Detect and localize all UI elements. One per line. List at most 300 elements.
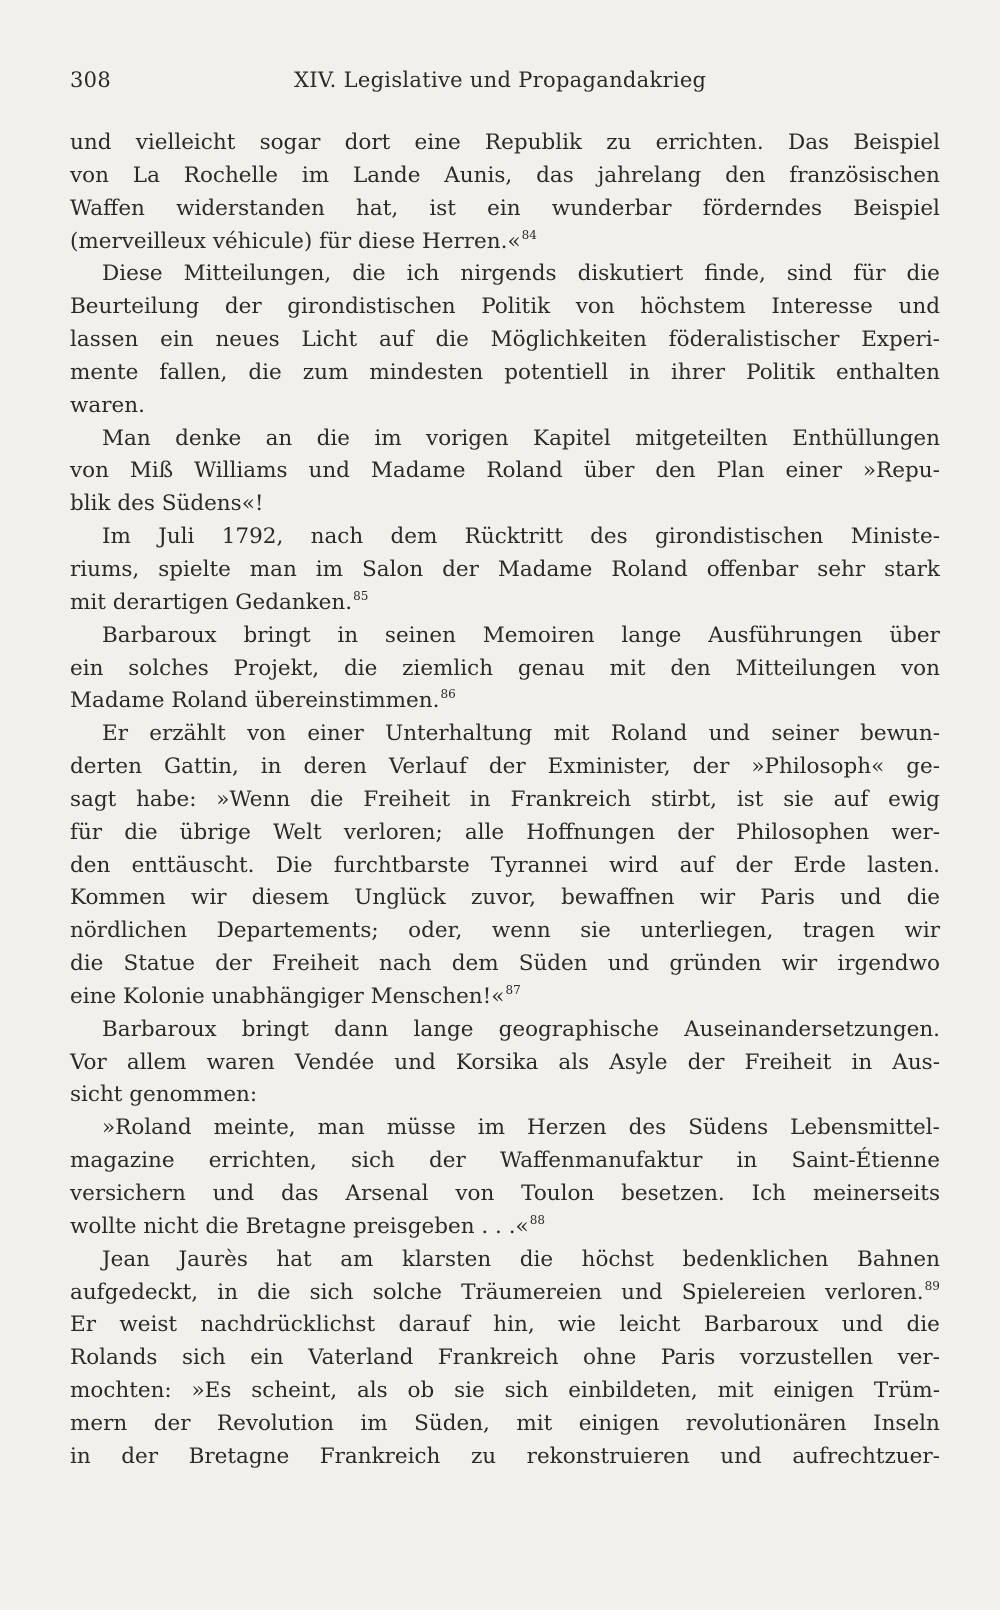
word: aufgedeckt,: [70, 1279, 199, 1305]
word: Korsika: [455, 1049, 539, 1075]
word: Asyle: [609, 1049, 668, 1075]
word: sie: [580, 918, 611, 944]
word: Freiheit: [363, 786, 451, 812]
word: wird: [609, 852, 659, 878]
word: Paris: [760, 885, 815, 911]
word: das: [280, 1181, 319, 1206]
word: spielte: [158, 556, 231, 582]
word: wollte: [70, 1213, 144, 1239]
word: neues: [215, 327, 280, 353]
word: an: [265, 425, 293, 451]
word: Arsenal: [345, 1181, 429, 1206]
word: waren: [206, 1049, 275, 1075]
word: mochten:: [70, 1378, 172, 1404]
word: Das: [787, 130, 830, 155]
word: die: [519, 1246, 554, 1272]
word: unterliegen,: [640, 918, 774, 944]
word: die: [435, 327, 469, 353]
word: die: [906, 1312, 940, 1338]
word: im: [360, 1410, 388, 1436]
word: Frankreich: [319, 1443, 441, 1469]
text-line: [70, 127, 940, 160]
word: sicht: [70, 1082, 130, 1108]
word: Plan: [716, 458, 765, 484]
word: den: [670, 655, 711, 681]
word: von: [247, 721, 287, 747]
footnote-ref: 85: [353, 588, 369, 603]
word: habe:: [136, 786, 197, 812]
word: »Roland: [102, 1115, 192, 1141]
word: Republik: [484, 130, 582, 155]
word: hat,: [356, 195, 399, 221]
running-title: XIV. Legislative und Propagandakrieg: [294, 68, 707, 92]
word: enthalten: [835, 359, 940, 385]
word: zuvor,: [470, 885, 536, 911]
word: eine: [414, 130, 461, 155]
word: wir: [904, 918, 940, 944]
word: besetzen.: [621, 1181, 725, 1206]
word: Ministe-: [850, 524, 940, 550]
word: Erde: [793, 852, 846, 878]
word: einigen: [773, 1378, 854, 1404]
word: alle: [464, 819, 505, 845]
word: mit: [70, 589, 113, 615]
word: mitgeteilten: [635, 425, 768, 451]
word: nachdrücklichst: [200, 1312, 376, 1338]
word: von: [455, 1181, 495, 1206]
word: Departements;: [216, 918, 379, 944]
word: bewun-: [860, 721, 940, 747]
word: wie: [558, 1312, 597, 1338]
word: für: [70, 819, 103, 845]
word: Mitteilungen,: [183, 261, 332, 287]
word: der: [215, 951, 252, 977]
word: Rochelle: [183, 162, 278, 188]
footnote-ref: 88: [529, 1212, 545, 1227]
word: Politik: [481, 294, 551, 320]
word: potentiell: [504, 359, 609, 385]
word: am: [340, 1246, 374, 1272]
word: Beispiel: [853, 130, 940, 155]
word: Verlauf: [388, 754, 467, 780]
word: Revolution: [216, 1410, 334, 1436]
text-line: [70, 1277, 940, 1310]
word: man: [317, 1115, 365, 1141]
word: Bretagne: [188, 1443, 290, 1469]
word: wir: [190, 885, 227, 911]
text-line: [70, 455, 940, 488]
word: rekonstruieren: [526, 1443, 690, 1469]
word: darauf: [398, 1312, 470, 1338]
text-line: [70, 718, 940, 751]
word: Er: [70, 1312, 96, 1338]
word: irgendwo: [837, 951, 940, 977]
word: Kommen: [70, 885, 166, 911]
word: finde,: [704, 261, 766, 287]
footnote-ref: 84: [521, 227, 537, 242]
word: denke: [175, 425, 242, 451]
word: Memoiren: [482, 622, 595, 648]
word: bewaffnen: [561, 885, 675, 911]
text-line: [70, 258, 940, 291]
text-line: [70, 1178, 940, 1211]
text-line: [70, 817, 940, 850]
text-line: [70, 981, 940, 1014]
word: und: [621, 1279, 663, 1305]
word: girondistischen: [287, 294, 456, 320]
word: ewig: [888, 786, 940, 812]
text-line: [70, 1112, 940, 1145]
word: Trüm-: [873, 1378, 940, 1404]
word: mente: [70, 359, 139, 385]
word: eine: [70, 983, 124, 1009]
word: Vaterland: [308, 1345, 414, 1371]
word: Frankreich: [437, 1345, 559, 1371]
word: des: [590, 524, 628, 550]
word: Träumereien: [461, 1279, 602, 1305]
word: Auseinandersetzungen.: [684, 1016, 940, 1042]
word: verloren.$^{89}$: [824, 1278, 940, 1305]
word: Unglück: [354, 885, 446, 911]
word: allem: [126, 1049, 187, 1075]
word: einer: [785, 458, 842, 484]
word: versichern: [70, 1181, 186, 1206]
text-line: [70, 1408, 940, 1441]
word: der: [429, 1148, 466, 1174]
word: .: [481, 1213, 496, 1239]
word: seinen: [384, 622, 456, 648]
word: errichten,: [208, 1148, 317, 1174]
word: ob: [407, 1378, 435, 1404]
word: Madame: [370, 458, 466, 484]
running-head: [70, 68, 940, 102]
word: das: [536, 162, 574, 188]
word: scheint,: [251, 1378, 338, 1404]
word: höchst: [581, 1246, 654, 1272]
word: in: [736, 1148, 758, 1174]
word: Inseln: [873, 1410, 940, 1436]
word: Süden,: [414, 1410, 490, 1436]
word: lasten.: [867, 852, 940, 878]
word: Welt: [273, 819, 322, 845]
word: in: [217, 1279, 238, 1305]
word: Enthüllungen: [792, 425, 940, 451]
text-line: [70, 1079, 940, 1112]
word: Interesse: [771, 294, 873, 320]
word: ein: [160, 327, 194, 353]
word: man: [249, 556, 297, 582]
word: sie: [783, 786, 814, 812]
word: nach: [379, 951, 432, 977]
word: die: [310, 786, 344, 812]
word: riums,: [70, 556, 140, 582]
word: (merveilleux: [70, 228, 213, 254]
word: von: [901, 655, 940, 681]
word: den: [725, 162, 766, 188]
word: Diese: [102, 261, 163, 287]
word: lassen: [70, 327, 139, 353]
word: Beispiel: [853, 195, 940, 221]
word: unabhängiger: [211, 983, 371, 1009]
word: der: [488, 754, 526, 780]
word: lange: [621, 622, 682, 648]
word: Tyrannei: [490, 852, 588, 878]
word: Experi-: [861, 327, 940, 353]
text-line: [70, 193, 940, 226]
word: wer-: [891, 819, 940, 845]
word: ich: [406, 261, 440, 287]
word: und: [841, 1312, 884, 1338]
word: Bahnen: [857, 1246, 940, 1272]
word: des: [628, 1115, 667, 1141]
word: Salon: [361, 556, 424, 582]
word: und: [720, 1443, 762, 1469]
word: in: [337, 622, 359, 648]
word: 1792,: [221, 524, 284, 550]
word: des: [117, 491, 162, 517]
word: verloren;: [343, 819, 443, 845]
word: ver-: [897, 1345, 940, 1371]
word: enttäuscht.: [131, 852, 255, 878]
body-text: [70, 127, 940, 1474]
text-line: [70, 1244, 940, 1277]
word: genommen:: [129, 1082, 258, 1108]
text-line: [70, 488, 940, 521]
text-line: [70, 850, 940, 883]
word: hin,: [493, 1312, 535, 1338]
text-line: [70, 1211, 940, 1244]
word: derten: [70, 754, 142, 780]
word: Rücktritt: [464, 524, 563, 550]
word: Rolands: [70, 1345, 158, 1371]
text-line: [70, 882, 940, 915]
word: im: [477, 1115, 505, 1141]
word: Gattin,: [163, 754, 239, 780]
word: aufrechtzuer-: [792, 1443, 940, 1469]
word: Licht: [301, 327, 358, 353]
word: La: [132, 162, 160, 188]
word: nirgends: [460, 261, 557, 287]
word: deren: [303, 754, 367, 780]
word: girondistischen: [655, 524, 824, 550]
word: der: [735, 852, 773, 878]
word: Gedanken.$^{85}$: [235, 588, 369, 615]
word: sich: [309, 1279, 354, 1305]
word: leicht: [619, 1312, 681, 1338]
word: von: [575, 294, 615, 320]
word: Jean: [102, 1246, 151, 1272]
word: ihrer: [671, 359, 726, 385]
text-line: [70, 1342, 940, 1375]
word: Projekt,: [233, 655, 320, 681]
word: der: [692, 754, 730, 780]
word: Saint-Étienne: [791, 1148, 940, 1174]
word: die: [316, 425, 350, 451]
word: sich: [351, 1148, 395, 1174]
word: errichten.: [655, 130, 764, 155]
word: Südens«!: [161, 491, 264, 517]
word: als: [558, 1049, 590, 1075]
word: Politik: [746, 359, 815, 385]
word: bringt: [243, 622, 311, 648]
word: ist: [429, 195, 456, 221]
text-line: [70, 915, 940, 948]
word: Menschen!«$^{87}$: [370, 982, 521, 1009]
word: in: [629, 359, 650, 385]
word: Mitteilungen: [735, 655, 877, 681]
word: die: [70, 951, 104, 977]
word: und: [308, 458, 350, 484]
word: die: [343, 655, 378, 681]
word: hat: [276, 1246, 312, 1272]
word: im: [374, 425, 402, 451]
word: Roland: [611, 556, 688, 582]
word: Möglichkeiten: [490, 327, 647, 353]
page-number: 308: [70, 68, 111, 92]
word: meinerseits: [812, 1181, 940, 1206]
word: Barbaroux: [703, 1312, 819, 1338]
word: sogar: [259, 130, 321, 155]
word: Unterhaltung: [385, 721, 533, 747]
word: geographische: [498, 1016, 660, 1042]
text-line: [70, 685, 940, 718]
word: Lande: [352, 162, 421, 188]
text-line: [70, 751, 940, 784]
word: dem: [390, 524, 438, 550]
word: gründen: [669, 951, 762, 977]
footnote-ref: 87: [505, 982, 521, 997]
word: offenbar: [706, 556, 799, 582]
word: die: [352, 261, 386, 287]
word: der: [442, 556, 479, 582]
word: mern: [70, 1410, 128, 1436]
word: Madame: [70, 688, 172, 714]
word: Williams: [194, 458, 288, 484]
word: nach: [310, 524, 364, 550]
word: dort: [344, 130, 391, 155]
word: erzählt: [149, 721, 226, 747]
word: vorigen: [426, 425, 509, 451]
word: genau: [517, 655, 585, 681]
word: sie: [454, 1378, 485, 1404]
word: die: [124, 819, 158, 845]
text-line: [70, 324, 940, 357]
word: solches: [128, 655, 209, 681]
word: für: [319, 228, 359, 254]
word: meinte,: [213, 1115, 296, 1141]
word: und: [898, 294, 940, 320]
word: einigen: [578, 1410, 660, 1436]
word: waren.: [70, 392, 145, 418]
text-line: [70, 1375, 940, 1408]
word: der: [153, 1410, 191, 1436]
word: auf: [679, 852, 715, 878]
text-line: [70, 653, 940, 686]
word: solche: [372, 1279, 443, 1305]
word: und: [607, 951, 650, 977]
word: stark: [884, 556, 940, 582]
word: auf: [833, 786, 869, 812]
word: weist: [119, 1312, 177, 1338]
word: Ausführungen: [708, 622, 863, 648]
word: Exminister,: [547, 754, 671, 780]
word: und: [70, 130, 112, 155]
word: die: [205, 1213, 246, 1239]
word: als: [356, 1378, 388, 1404]
word: diskutiert: [577, 261, 684, 287]
word: »Repu-: [862, 458, 940, 484]
word: in: [851, 1049, 873, 1075]
word: Waffenmanufaktur: [499, 1148, 703, 1174]
text-line: [70, 784, 940, 817]
word: in: [260, 754, 282, 780]
word: Vor: [70, 1049, 107, 1075]
word: Miß: [129, 458, 174, 484]
footnote-ref: 86: [440, 687, 456, 702]
word: nördlichen: [70, 918, 188, 944]
word: im: [301, 162, 330, 188]
word: ein: [70, 655, 104, 681]
text-line: [70, 948, 940, 981]
word: im: [315, 556, 344, 582]
word: der: [224, 294, 262, 320]
word: Jaurès: [178, 1246, 248, 1272]
word: derartigen: [112, 589, 236, 615]
word: Barbaroux: [102, 622, 217, 648]
word: sich: [181, 1345, 226, 1371]
word: Südens: [688, 1115, 769, 1141]
word: dann: [334, 1016, 389, 1042]
text-line: [70, 390, 940, 423]
word: widerstanden: [176, 195, 325, 221]
word: véhicule): [212, 228, 320, 254]
word: Juli: [158, 524, 195, 550]
word: klarsten: [401, 1246, 492, 1272]
word: Barbaroux: [102, 1016, 217, 1042]
text-line: [70, 160, 940, 193]
word: ge-: [906, 754, 940, 780]
word: vorzustellen: [739, 1345, 874, 1371]
word: mit: [516, 1410, 553, 1436]
word: über: [583, 458, 635, 484]
word: wir: [699, 885, 736, 911]
word: übereinstimmen.$^{86}$: [254, 687, 456, 714]
word: Toulon: [521, 1181, 595, 1206]
word: revolutionären: [685, 1410, 847, 1436]
footnote-ref: 89: [924, 1278, 940, 1293]
word: mit: [553, 721, 590, 747]
word: ist: [736, 786, 764, 812]
word: mit: [717, 1378, 754, 1404]
word: Freiheit: [744, 1049, 832, 1075]
word: Herren.«$^{84}$: [422, 227, 537, 254]
word: über: [889, 622, 940, 648]
word: Hoffnungen: [526, 819, 656, 845]
word: einer: [307, 721, 364, 747]
word: Aunis,: [444, 162, 513, 188]
word: jahrelang: [597, 162, 702, 188]
word: wunderbar: [551, 195, 672, 221]
word: Roland: [486, 458, 563, 484]
word: magazine: [70, 1148, 175, 1174]
word: von: [70, 458, 109, 484]
word: nicht: [143, 1213, 206, 1239]
text-line: [70, 226, 940, 259]
word: vielleicht: [135, 130, 236, 155]
word: lange: [413, 1016, 474, 1042]
word: zum: [302, 359, 349, 385]
text-line: [70, 620, 940, 653]
